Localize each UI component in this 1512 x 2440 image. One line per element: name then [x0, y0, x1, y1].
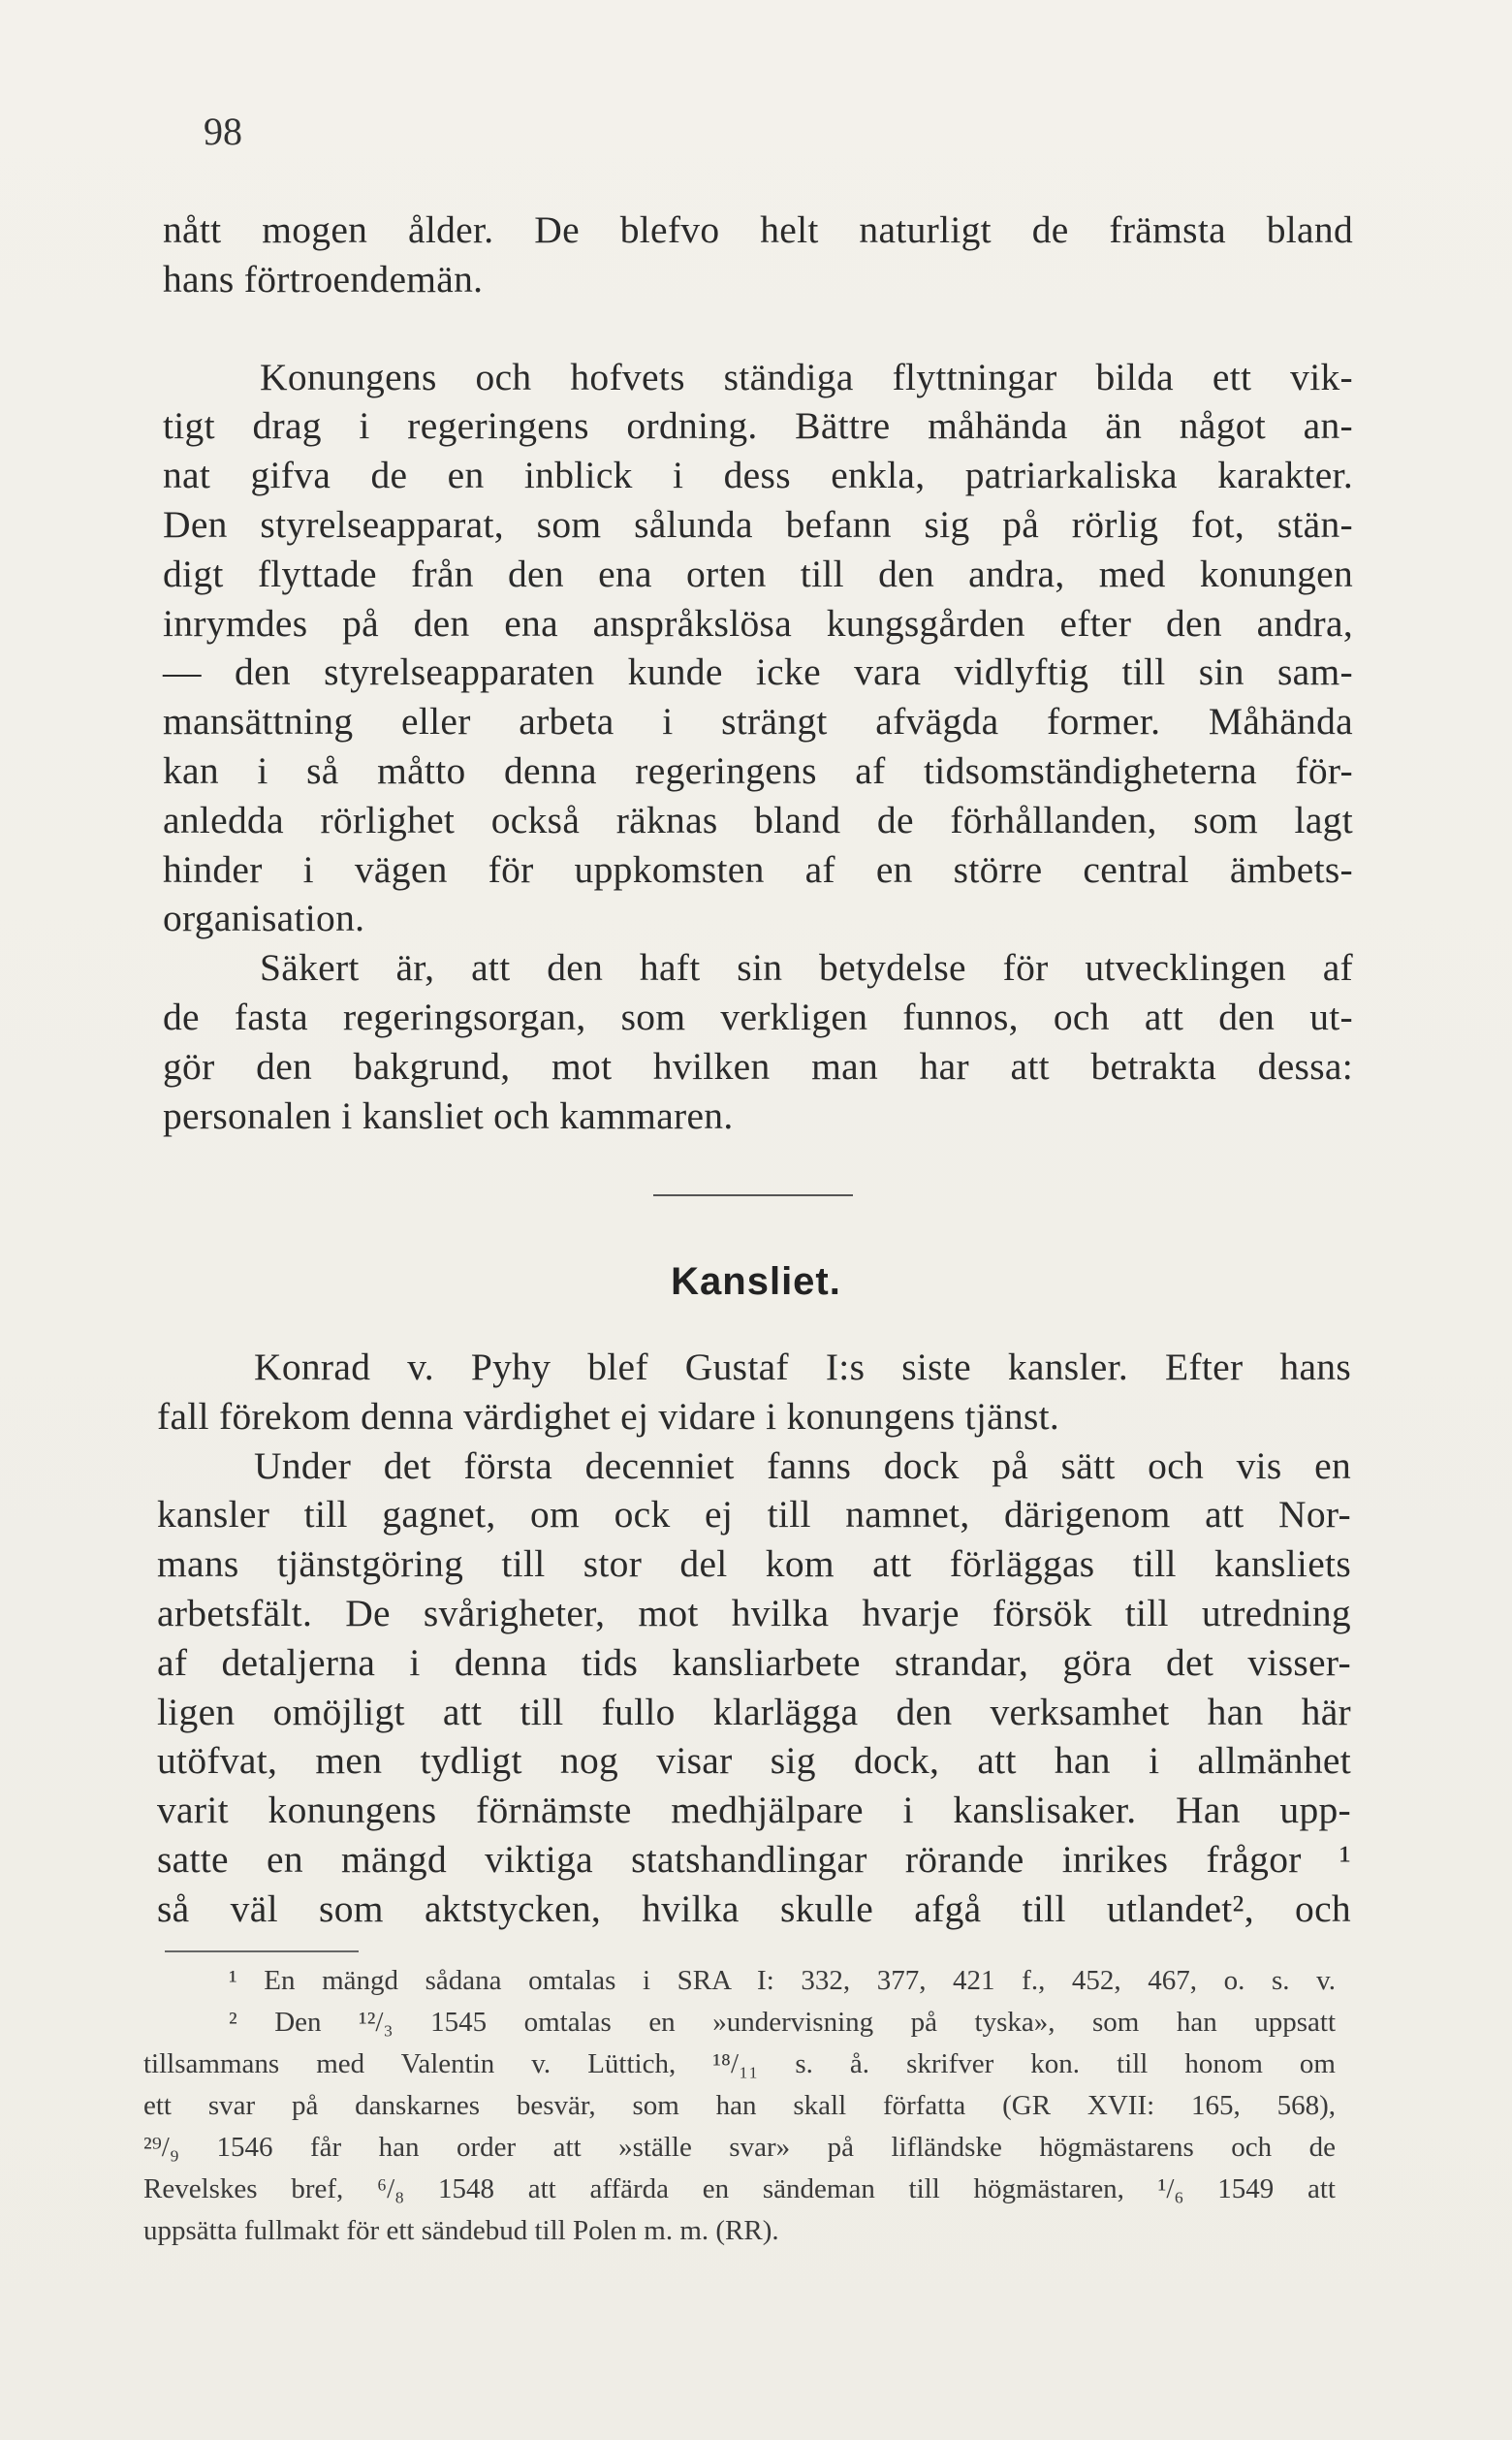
text-line: organisation.: [163, 897, 365, 940]
text-line: hans förtroendemän.: [163, 257, 484, 301]
text-line: af detaljerna i denna tids kansliarbete strandar, göra det visser-: [157, 1640, 1351, 1684]
text-line: utöfvat, men tydligt nog visar sig dock, att han i allmänhet: [157, 1739, 1351, 1783]
text-line: mansättning eller arbeta i strängt afvägda former. Måhända: [163, 700, 1353, 744]
text-line: Under det första decenniet fanns dock på sätt och vis en: [254, 1443, 1351, 1487]
text-line: satte en mängd viktiga statshandlingar rörande inrikes frågor ¹: [157, 1837, 1351, 1881]
section-divider: [653, 1194, 853, 1196]
page-number: 98: [204, 110, 242, 153]
section-heading: Kansliet.: [671, 1260, 841, 1303]
text-line: tigt drag i regeringens ordning. Bättre måhända än något an-: [163, 404, 1353, 448]
text-line: Konungens och hofvets ständiga flyttningar bilda ett vik-: [260, 355, 1353, 398]
text-line: kan i så måtto denna regeringens af tidsomständigheterna för-: [163, 748, 1353, 792]
paragraph: [163, 206, 1353, 304]
text-line: fall förekom denna värdighet ej vidare i konungens tjänst.: [157, 1394, 1060, 1438]
footnote-line: ¹ En mängd sådana omtalas i SRA I: 332, 377, 421 f., 452, 467, o. s. v.: [229, 1965, 1336, 1996]
text-line: varit konungens förnämste medhjälpare i kanslisaker. Han upp-: [157, 1789, 1351, 1832]
text-line: Säkert är, att den haft sin betydelse för utvecklingen af: [260, 946, 1353, 990]
paragraph: [163, 353, 1353, 944]
footnote-line: ett svar på danskarnes besvär, som han skall författa (GR XVII: 165, 568),: [143, 2090, 1336, 2121]
text-line: nat gifva de en inblick i dess enkla, patriarkaliska karakter.: [163, 454, 1353, 497]
text-line: så väl som aktstycken, hvilka skulle afgå till utlandet², och: [157, 1886, 1351, 1930]
text-line: inrymdes på den ena anspråkslösa kungsgården efter den andra,: [163, 601, 1353, 645]
text-line: digt flyttade från den ena orten till den andra, med konungen: [163, 552, 1353, 595]
footnotes: [143, 1960, 1336, 2252]
body-text-top: [163, 206, 1353, 1140]
paragraph: [163, 943, 1353, 1140]
footnote-line: uppsätta fullmakt för ett sändebud till Polen m. m. (RR).: [143, 2215, 779, 2246]
text-line: anledda rörlighet också räknas bland de förhållanden, som lagt: [163, 798, 1353, 841]
text-line: ligen omöjligt att till fullo klarlägga den verksamhet han här: [157, 1690, 1351, 1733]
text-line: gör den bakgrund, mot hvilken man har att betrakta dessa:: [163, 1044, 1353, 1088]
paragraph: [157, 1343, 1351, 1442]
paragraph: [157, 1442, 1351, 1934]
text-line: hinder i vägen för uppkomsten af en större central ämbets-: [163, 847, 1353, 891]
footnote-line: ²⁹/₉ 1546 får han order att »ställe svar» på lifländske högmästarens och de: [143, 2132, 1336, 2163]
text-line: arbetsfält. De svårigheter, mot hvilka hvarje försök till utredning: [157, 1591, 1351, 1634]
text-line: nått mogen ålder. De blefvo helt naturligt de främsta bland: [163, 208, 1353, 251]
paragraph-gap: [163, 304, 1353, 353]
text-line: de fasta regeringsorgan, som verkligen funnos, och att den ut-: [163, 995, 1353, 1038]
text-line: — den styrelseapparaten kunde icke vara vidlyftig till sin sam-: [163, 650, 1353, 694]
text-line: personalen i kansliet och kammaren.: [163, 1093, 734, 1137]
body-text-bottom: [157, 1343, 1351, 1934]
footnote-line: ² Den ¹²/₃ 1545 omtalas en »undervisning på tyska», som han uppsatt: [229, 2007, 1336, 2038]
footnote-line: tillsammans med Valentin v. Lüttich, ¹⁸/₁₁ s. å. skrifver kon. till honom om: [143, 2048, 1336, 2079]
text-line: mans tjänstgöring till stor del kom att förläggas till kansliets: [157, 1542, 1351, 1586]
footnote-line: Revelskes bref, ⁶/₈ 1548 att affärda en sändeman till högmästaren, ¹/₆ 1549 att: [143, 2173, 1336, 2204]
text-line: Konrad v. Pyhy blef Gustaf I:s siste kansler. Efter hans: [254, 1346, 1351, 1388]
text-line: Den styrelseapparat, som sålunda befann sig på rörlig fot, stän-: [163, 502, 1353, 546]
text-line: kansler till gagnet, om ock ej till namnet, därigenom att Nor-: [157, 1493, 1351, 1537]
footnote-divider: [165, 1950, 359, 1952]
